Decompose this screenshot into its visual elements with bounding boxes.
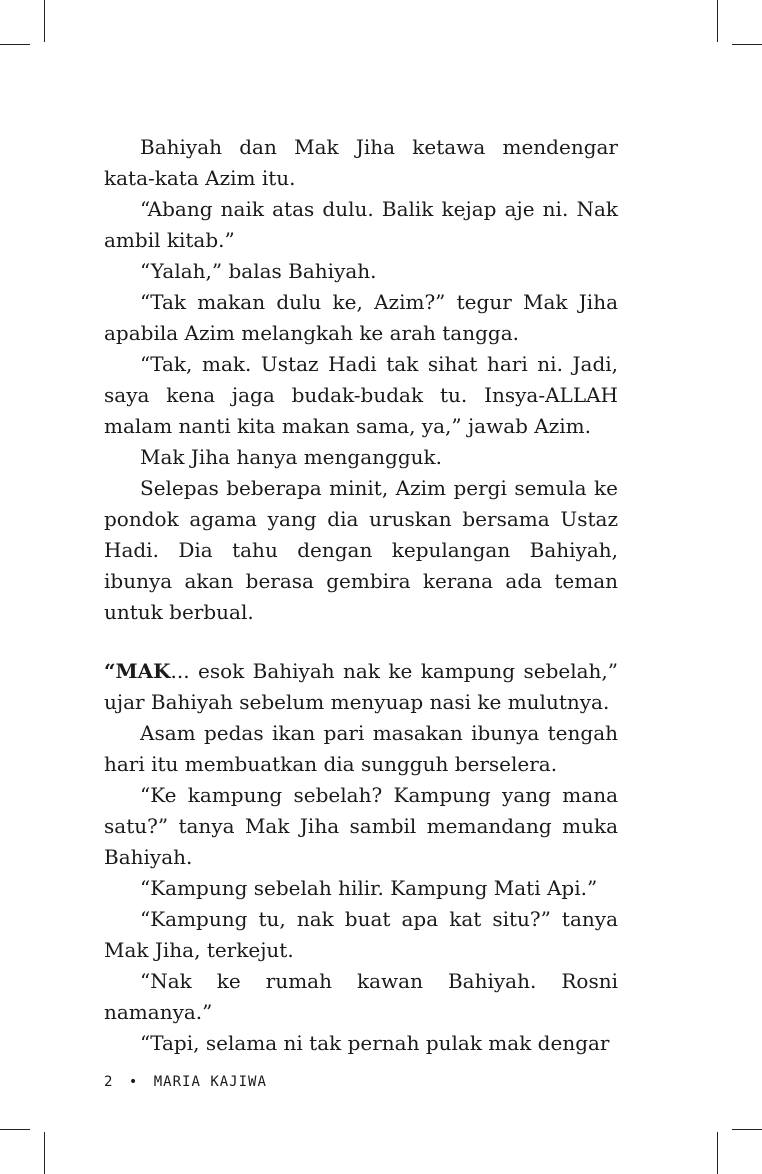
crop-mark-top-left-horizontal (0, 44, 30, 45)
body-text-section-2 (104, 656, 618, 1059)
paragraph: “Abang naik atas dulu. Balik kejap aje ni. Nak ambil kitab.” (104, 197, 618, 252)
section-opening-paragraph (104, 656, 618, 718)
paragraph: “Yalah,” balas Bahiyah. (140, 259, 377, 283)
paragraph: “Tak makan dulu ke, Azim?” tegur Mak Jiha apabila Azim melangkah ke arah tangga. (104, 290, 618, 345)
crop-mark-top-right-vertical (717, 0, 718, 42)
crop-mark-bottom-right-vertical (717, 1132, 718, 1174)
paragraph: “Kampung tu, nak buat apa kat situ?” tanya Mak Jiha, terkejut. (104, 907, 618, 962)
page-footer (104, 1074, 267, 1090)
paragraph: Mak Jiha hanya mengangguk. (140, 445, 442, 469)
footer-separator: • (128, 1074, 139, 1090)
section-lead-word: “MAK (104, 659, 171, 683)
page-number: 2 (104, 1074, 114, 1090)
paragraph: Asam pedas ikan pari masakan ibunya tengah hari itu membuatkan dia sungguh berselera. (104, 721, 618, 776)
crop-mark-top-left-vertical (44, 0, 45, 42)
crop-mark-bottom-left-horizontal (0, 1129, 30, 1130)
author-name: MARIA KAJIWA (153, 1074, 267, 1090)
paragraph: Bahiyah dan Mak Jiha ketawa mendengar kata-kata Azim itu. (104, 135, 618, 190)
paragraph: Selepas beberapa minit, Azim pergi semula ke pondok agama yang dia uruskan bersama Ustaz Hadi. Dia tahu dengan kepulangan Bahiyah, ibunya akan berasa gembira kerana ada teman untuk berbual. (104, 476, 618, 624)
crop-mark-bottom-left-vertical (44, 1132, 45, 1174)
crop-mark-top-right-horizontal (732, 44, 762, 45)
paragraph: “Nak ke rumah kawan Bahiyah. Rosni namanya.” (104, 969, 618, 1024)
paragraph: “Tapi, selama ni tak pernah pulak mak dengar (140, 1031, 610, 1055)
paragraph: “Tak, mak. Ustaz Hadi tak sihat hari ni. Jadi, saya kena jaga budak-budak tu. Insya-ALLAH malam nanti kita makan sama, ya,” jawab Azim. (104, 352, 618, 438)
body-text-section-1 (104, 132, 618, 628)
section-lead-text: ... esok Bahiyah nak ke kampung sebelah,” ujar Bahiyah sebelum menyuap nasi ke mulutnya. (104, 659, 618, 714)
crop-mark-bottom-right-horizontal (732, 1129, 762, 1130)
paragraph: “Ke kampung sebelah? Kampung yang mana satu?” tanya Mak Jiha sambil memandang muka Bahiyah. (104, 783, 618, 869)
paragraph: “Kampung sebelah hilir. Kampung Mati Api.” (140, 876, 598, 900)
